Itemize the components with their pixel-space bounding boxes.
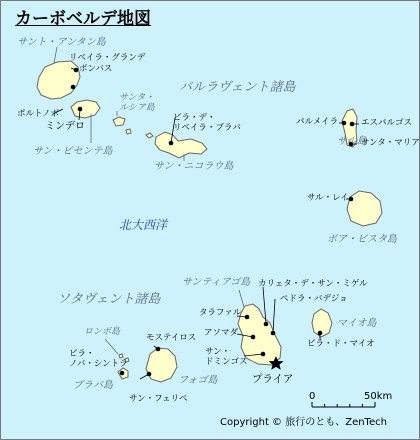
- label-mosteiros: モステイロス: [146, 333, 197, 343]
- town-dot-espargos: [350, 122, 355, 127]
- map-title: カーボベルデ地図: [15, 9, 151, 29]
- island-sao-vicente: [71, 100, 100, 118]
- label-sal: サル島: [337, 136, 367, 147]
- town-dot-sao-domingos: [261, 352, 266, 357]
- copyright-text: Copyright © 旅行のとも、ZenTech: [220, 417, 387, 428]
- town-dot-sao-filipe: [147, 372, 152, 377]
- label-santa-luzia: サンタ・ ルシア島: [119, 93, 155, 114]
- island-santa-luzia: [113, 117, 125, 126]
- island-boa-vista: [347, 191, 382, 226]
- label-ribeira-grande: リベイラ・グランデ: [69, 53, 146, 63]
- scale-distance-label: 50km: [364, 391, 393, 402]
- label-pombas: ポンバス: [79, 64, 113, 74]
- islet-branco: [126, 129, 131, 134]
- town-dot-mosteiros: [156, 347, 161, 352]
- label-barlavento: バルラヴェント諸島: [179, 80, 296, 95]
- label-calheta: カリェタ・デ・サン・ミゲル: [258, 279, 368, 289]
- town-dot-pedra-badejo: [271, 331, 276, 336]
- label-santa-maria: サンタ・マリア: [361, 138, 420, 148]
- leader-santo-antao: [54, 47, 57, 63]
- town-dot-calheta: [264, 322, 269, 327]
- label-rombo: ロンボ島: [84, 327, 121, 337]
- label-vila-do-maio: ビラ・ド・マイオ: [307, 339, 375, 349]
- map-graphic: [1, 1, 419, 439]
- label-brava: ブラバ島: [73, 380, 113, 391]
- town-dot-mindelo: [78, 107, 83, 112]
- town-dot-ribeira-grande: [74, 68, 79, 73]
- town-dot-nova-sintra: [120, 371, 125, 376]
- town-dot-sal-rei: [349, 197, 354, 202]
- island-fogo: [146, 348, 177, 382]
- label-fogo: フォゴ島: [178, 375, 218, 386]
- label-sao-nicolau: サン・ニコラウ島: [154, 161, 234, 172]
- island-santo-antao: [37, 61, 80, 99]
- label-praia: プライア: [252, 373, 294, 385]
- label-sal-rei: サル・レイ: [307, 193, 349, 203]
- label-sao-domingos: サン・ ドミンゴス: [205, 347, 248, 368]
- label-pedra-badejo: ペドラ・バデジョ: [280, 294, 348, 304]
- label-maio: マイオ島: [337, 318, 377, 329]
- label-santo-antao: サント・アンタン島: [17, 37, 106, 48]
- label-santiago: サンティアゴ島: [182, 277, 251, 288]
- town-dot-porto-novo: [71, 85, 76, 90]
- town-dot-ribeira-brava: [169, 141, 174, 146]
- label-ocean: 北大西洋: [119, 218, 168, 232]
- label-espargos: エスパルゴス: [361, 118, 413, 128]
- label-nova-sintra: ビラ・ ノバ・シントラ: [69, 349, 128, 370]
- label-sotavento: ソタヴェント諸島: [57, 292, 161, 307]
- leader-pedra-badejo: [273, 299, 275, 333]
- label-sao-vicente: サン・ビセンテ島: [33, 146, 113, 157]
- island-sao-nicolau: [155, 132, 207, 158]
- label-ribeira-brava: ビラ・デ・ リベイラ・ブラバ: [173, 113, 241, 134]
- scale-bar: [312, 402, 375, 407]
- leader-santiago: [239, 290, 244, 307]
- label-tarrafal: タラファル: [199, 308, 242, 318]
- label-palmeira: パルメイラ: [296, 117, 339, 127]
- scale-zero-label: 0: [309, 391, 316, 402]
- town-dot-assomada: [251, 335, 256, 340]
- town-dot-palmeira: [342, 121, 347, 126]
- label-mindelo: ミンデロ: [45, 121, 85, 132]
- label-porto-novo: ポルトノボ: [17, 109, 59, 119]
- label-assomada: アソマダ: [204, 328, 239, 338]
- label-sao-filipe: サン・フェリペ: [129, 394, 188, 404]
- islet-raso: [146, 133, 153, 138]
- label-boa-vista: ボア・ビスタ島: [327, 234, 397, 245]
- town-dot-vila-do-maio: [318, 331, 323, 336]
- town-dot-tarrafal: [245, 315, 250, 320]
